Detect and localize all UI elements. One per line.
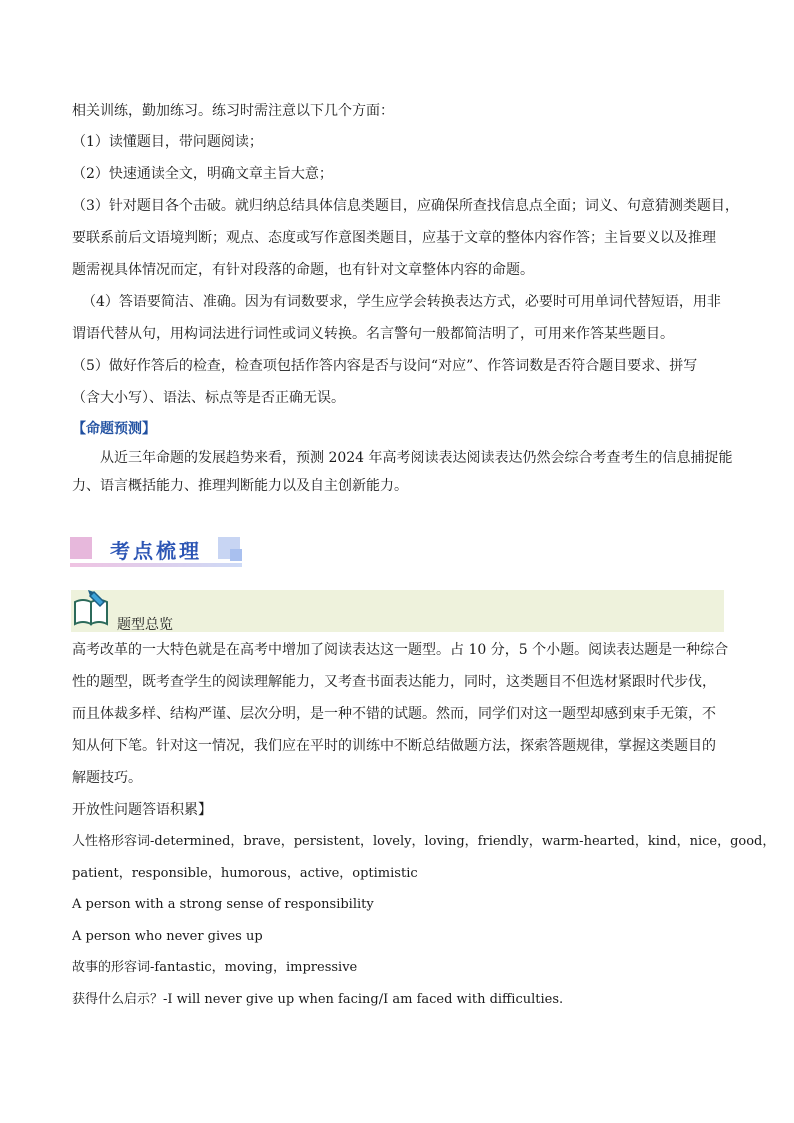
- text-line: 获得什么启示？-I will never give up when facing/I am faced with difficulties.: [72, 992, 564, 1007]
- text-line: 力、语言概括能力、推理判断能力以及自主创新能力。: [72, 478, 408, 494]
- text-line: 高考改革的一大特色就是在高考中增加了阅读表达这一题型。占 10 分，5 个小题。阅读表达题是一种综合: [72, 642, 729, 658]
- text-line: 解题技巧。: [72, 770, 142, 786]
- text-line: （2）快速通读全文，明确文章主旨大意；: [72, 166, 333, 182]
- text-line: patient，responsible，humorous，active，optimistic: [72, 866, 418, 881]
- banner-decoration: [230, 549, 242, 561]
- text-line: （5）做好作答后的检查，检查项包括作答内容是否与设问“对应”、作答词数是否符合题目要求、拼写: [72, 358, 698, 374]
- text-line: 从近三年命题的发展趋势来看，预测 2024 年高考阅读表达阅读表达仍然会综合考查考生的信息捕捉能: [100, 450, 733, 466]
- banner-underline: [70, 563, 242, 567]
- text-line: 故事的形容词-fantastic，moving，impressive: [72, 960, 358, 975]
- subsection-banner: [71, 590, 724, 632]
- text-line: 要联系前后文语境判断；观点、态度或写作意图类题目，应基于文章的整体内容作答；主旨要义以及推理: [72, 230, 716, 246]
- text-line: （含大小写）、语法、标点等是否正确无误。: [72, 390, 345, 406]
- text-line: 人性格形容词-determined，brave，persistent，lovely，loving，friendly，warm-hearted，kind，nice，good，: [72, 834, 776, 849]
- text-line: 而且体裁多样、结构严谨、层次分明，是一种不错的试题。然而，同学们对这一题型却感到束手无策，不: [72, 706, 716, 722]
- text-line: A person who never gives up: [72, 929, 263, 944]
- accum-heading: 开放性问题答语积累】: [72, 802, 212, 818]
- text-line: 相关训练，勤加练习。练习时需注意以下几个方面：: [72, 103, 394, 119]
- section-title: 考点梳理: [110, 539, 202, 563]
- text-line: 谓语代替从句，用构词法进行词性或词义转换。名言警句一般都简洁明了，可用来作答某些题目。: [72, 326, 674, 342]
- section-banner: [70, 533, 242, 567]
- text-line: （4）答语要简洁、准确。因为有词数要求，学生应学会转换表达方式，必要时可用单词代替短语，用非: [82, 294, 721, 310]
- banner-decoration: [70, 537, 92, 559]
- text-line: （1）读懂题目，带问题阅读；: [72, 134, 263, 150]
- forecast-heading: 【命题预测】: [72, 421, 156, 437]
- text-line: （3）针对题目各个击破。就归纳总结具体信息类题目，应确保所查找信息点全面；词义、句意猜测类题目，: [72, 198, 739, 214]
- text-line: A person with a strong sense of responsibility: [72, 897, 374, 912]
- text-line: 性的题型，既考查学生的阅读理解能力，又考查书面表达能力，同时，这类题目不但选材紧跟时代步伐，: [72, 674, 716, 690]
- book-pencil-icon: [72, 588, 110, 628]
- text-line: 题需视具体情况而定，有针对段落的命题，也有针对文章整体内容的命题。: [72, 262, 534, 278]
- text-line: 知从何下笔。针对这一情况，我们应在平时的训练中不断总结做题方法，探索答题规律，掌握这类题目的: [72, 738, 716, 754]
- subsection-label: 题型总览: [117, 617, 173, 633]
